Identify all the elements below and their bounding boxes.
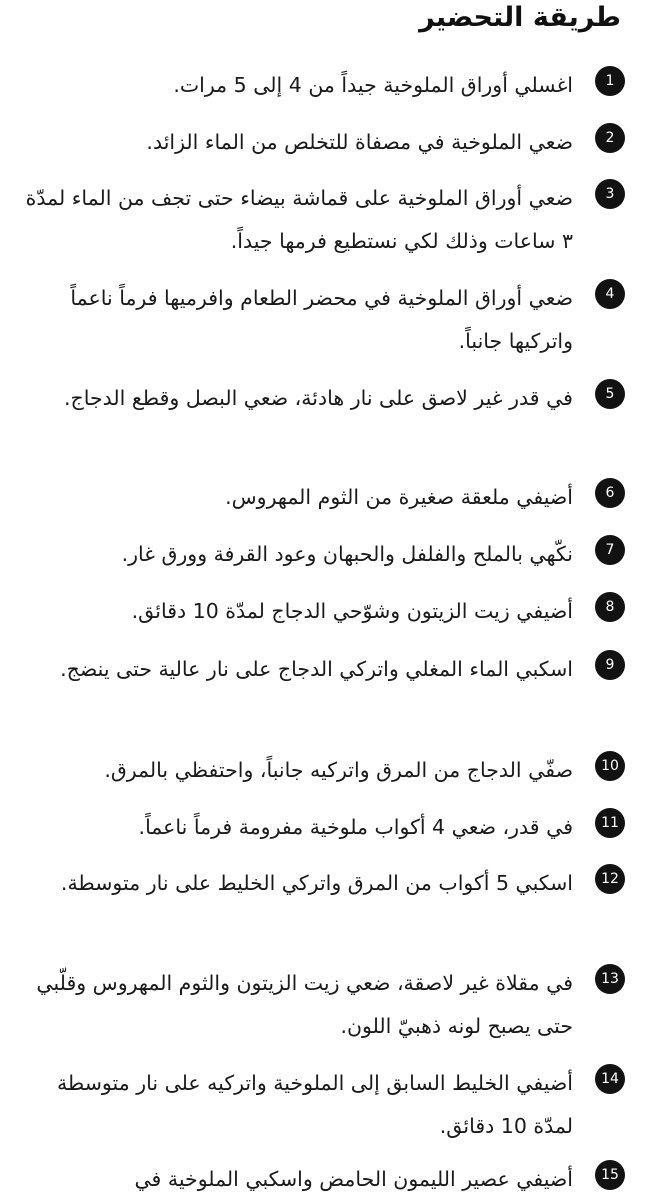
step-item xyxy=(16,476,625,519)
step-item xyxy=(16,648,625,691)
step-text: أضيفي عصير الليمون الحامض واسكبي الملوخية في xyxy=(134,1167,573,1191)
step-text: نكّهي بالملح والفلفل والحبهان وعود القرفة وورق غار. xyxy=(121,542,573,566)
step-item xyxy=(16,177,625,263)
step-item xyxy=(16,277,625,363)
step-text: اغسلي أوراق الملوخية جيداً من 4 إلى 5 مرات. xyxy=(173,73,573,97)
step-number-badge: 11 xyxy=(595,808,625,838)
step-number-badge: 15 xyxy=(595,1160,625,1190)
step-item xyxy=(16,749,625,792)
step-text: في قدر، ضعي 4 أكواب ملوخية مفرومة فرماً ناعماً. xyxy=(138,815,573,839)
step-item xyxy=(16,533,625,576)
step-number-badge: 7 xyxy=(595,535,625,565)
step-item xyxy=(16,64,625,107)
step-item xyxy=(16,1158,625,1201)
step-number-badge: 3 xyxy=(595,179,625,209)
section-title: طريقة التحضير xyxy=(419,2,621,33)
step-item xyxy=(16,806,625,849)
step-number-badge: 13 xyxy=(595,964,625,994)
step-item xyxy=(16,377,625,420)
step-text: في مقلاة غير لاصقة، ضعي زيت الزيتون والثوم المهروس وقلّبي حتى يصبح لونه ذهبيّ اللون. xyxy=(36,971,573,1038)
step-number-badge: 2 xyxy=(595,123,625,153)
step-text: ضعي أوراق الملوخية في محضر الطعام وافرميها فرماً ناعماً واتركيها جانباً. xyxy=(70,286,573,353)
step-number-badge: 6 xyxy=(595,478,625,508)
step-number-badge: 4 xyxy=(595,279,625,309)
step-item xyxy=(16,962,625,1048)
step-item xyxy=(16,590,625,633)
step-text: في قدر غير لاصق على نار هادئة، ضعي البصل وقطع الدجاج. xyxy=(64,386,573,410)
step-text: أضيفي ملعقة صغيرة من الثوم المهروس. xyxy=(225,485,573,509)
step-number-badge: 5 xyxy=(595,379,625,409)
step-number-badge: 8 xyxy=(595,592,625,622)
step-text: أضيفي زيت الزيتون وشوّحي الدجاج لمدّة 10 دقائق. xyxy=(131,599,573,623)
step-text: اسكبي الماء المغلي واتركي الدجاج على نار عالية حتى ينضج. xyxy=(60,657,573,681)
step-text: اسكبي 5 أكواب من المرق واتركي الخليط على نار متوسطة. xyxy=(60,871,573,895)
step-text: ضعي أوراق الملوخية على قماشة بيضاء حتى تجف من الماء لمدّة ٣ ساعات وذلك لكي نستطيع فرمها جيداً. xyxy=(25,186,573,253)
step-number-badge: 12 xyxy=(595,864,625,894)
step-number-badge: 14 xyxy=(595,1064,625,1094)
step-item xyxy=(16,862,625,905)
step-number-badge: 9 xyxy=(595,650,625,680)
step-number-badge: 10 xyxy=(595,751,625,781)
step-number-badge: 1 xyxy=(595,66,625,96)
step-text: ضعي الملوخية في مصفاة للتخلص من الماء الزائد. xyxy=(146,130,573,154)
step-item xyxy=(16,121,625,164)
step-text: أضيفي الخليط السابق إلى الملوخية واتركيه على نار متوسطة لمدّة 10 دقائق. xyxy=(56,1071,573,1138)
step-text: صفّي الدجاج من المرق واتركيه جانباً، واحتفظي بالمرق. xyxy=(104,758,573,782)
step-item xyxy=(16,1062,625,1148)
